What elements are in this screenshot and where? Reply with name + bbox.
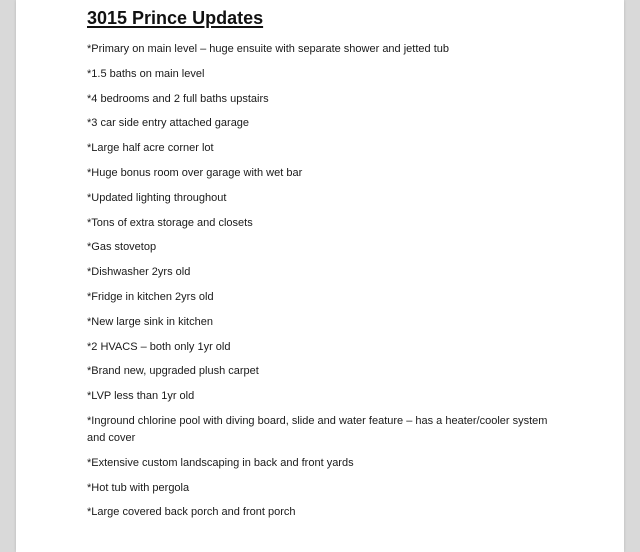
list-item: *Brand new, upgraded plush carpet	[87, 365, 259, 378]
list-item: *Updated lighting throughout	[87, 191, 227, 204]
list-item: *Dishwasher 2yrs old	[87, 266, 191, 279]
list-item: *Tons of extra storage and closets	[87, 216, 253, 229]
list-item: *Large half acre corner lot	[87, 142, 214, 155]
list-item: *4 bedrooms and 2 full baths upstairs	[87, 92, 269, 105]
document-page	[16, 0, 624, 552]
list-item: *Gas stovetop	[87, 241, 157, 254]
list-item: *3 car side entry attached garage	[87, 117, 250, 130]
list-item: *Large covered back porch and front porch	[87, 506, 296, 519]
document-title: 3015 Prince Updates	[87, 8, 264, 28]
list-item: *Extensive custom landscaping in back and front yards	[87, 456, 354, 469]
updates-list	[87, 41, 557, 529]
list-item: *1.5 baths on main level	[87, 67, 205, 80]
list-item: *Inground chlorine pool with diving board, slide and water feature – has a heater/cooler system and cover	[87, 414, 548, 444]
list-item: *Hot tub with pergola	[87, 481, 190, 494]
list-item: *LVP less than 1yr old	[87, 390, 195, 403]
list-item: *2 HVACS – both only 1yr old	[87, 340, 231, 353]
list-item: *Primary on main level – huge ensuite with separate shower and jetted tub	[87, 43, 449, 55]
list-item: *New large sink in kitchen	[87, 315, 213, 328]
list-item: *Huge bonus room over garage with wet bar	[87, 166, 303, 179]
list-item: *Fridge in kitchen 2yrs old	[87, 290, 214, 303]
